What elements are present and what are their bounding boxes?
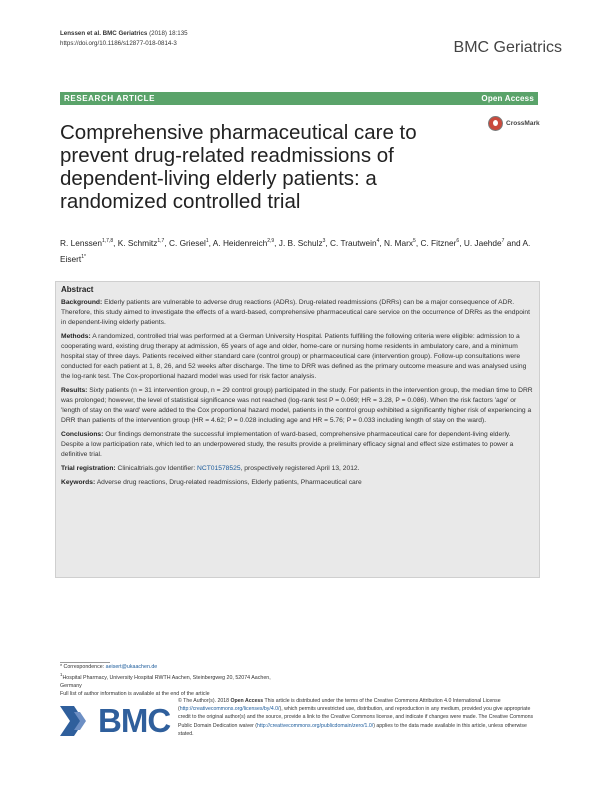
section-label: Methods: <box>61 333 91 340</box>
open-access-label: Open Access <box>481 94 534 103</box>
registration-prefix: Clinicaltrials.gov Identifier: <box>117 465 198 472</box>
author-name[interactable]: N. Marx <box>384 237 414 248</box>
citation-volume: (2018) 18:135 <box>147 30 188 37</box>
section-label: Background: <box>61 299 103 306</box>
abstract-methods <box>61 332 534 382</box>
trial-registration <box>61 464 534 474</box>
journal-name: BMC Geriatrics <box>453 39 562 56</box>
section-label: Keywords: <box>61 479 96 486</box>
crossmark-icon <box>488 116 503 131</box>
registration-suffix: , prospectively registered April 13, 2012. <box>240 465 360 472</box>
citation-line <box>60 29 188 49</box>
abstract-background <box>61 298 534 328</box>
license-text-part: This article is distributed under the terms of the Creative Commons Attribution 4.0 International License ( <box>178 698 501 713</box>
crossmark-label: CrossMark <box>506 120 540 127</box>
affiliation-number: 1 <box>60 672 63 677</box>
author-affiliation: 1 <box>205 238 209 244</box>
abstract-box <box>55 281 540 578</box>
cc-by-link[interactable]: http://creativecommons.org/licenses/by/4.0/ <box>179 706 280 713</box>
author-affiliation: 6 <box>456 238 460 244</box>
author-name[interactable]: U. Jaehde <box>463 237 502 248</box>
author-name[interactable]: C. Fitzner <box>420 237 457 248</box>
abstract-results <box>61 386 534 426</box>
author-affiliation: 2,9 <box>267 238 275 244</box>
author-name[interactable]: K. Schmitz <box>117 237 158 248</box>
correspondence-email[interactable]: aeisert@ukaachen.de <box>105 664 158 670</box>
section-text: A randomized, controlled trial was performed at a German University Hospital. Patients fulfilling the following criteria were eligible: admission to a cooperating ward, existing drug therapy at admission, 65 years of age and older, home-care or nursing home residents in ambulatory care, and a minimum hospital stay of three days. Patients received either standard care (control group) or pharmaceutical care (intervention group). Follow-up consultations were conducted for each patient at 1, 8, 26, and 52 weeks after discharge. The time to DRR was defined as the primary outcome measure and was analysed using the log-rank test. The Cox-proportional hazard model was used for risk factor analysis. <box>61 333 527 380</box>
author-affiliation: 1,7 <box>157 238 165 244</box>
author-name[interactable]: A. Eisert <box>60 237 531 264</box>
bmc-chevron-icon <box>60 704 94 738</box>
author-name[interactable]: C. Trautwein <box>330 237 377 248</box>
author-affiliation: 3 <box>322 238 326 244</box>
open-access-bold: Open Access <box>230 698 264 704</box>
article-title: Comprehensive pharmaceutical care to prevent drug-related readmissions of dependent-living elderly patients: a randomized controlled trial <box>60 121 417 213</box>
bmc-wordmark: BMC <box>98 702 171 739</box>
doi-link[interactable]: https://doi.org/10.1186/s12877-018-0814-3 <box>60 40 177 47</box>
author-affiliation: 4 <box>376 238 380 244</box>
author-affiliation: 1* <box>81 253 86 260</box>
more-info-note: Full list of author information is available at the end of the article <box>60 690 210 697</box>
abstract-heading: Abstract <box>61 285 94 294</box>
crossmark-button[interactable] <box>488 116 542 132</box>
trial-id-link[interactable]: NCT01578525 <box>197 465 241 472</box>
author-name[interactable]: J. B. Schulz <box>278 237 323 248</box>
author-name[interactable]: C. Griesel <box>168 237 206 248</box>
license-text-part: ) applies to the data made available in this article, unless otherwise stated. <box>178 722 527 737</box>
abstract-conclusions <box>61 430 534 460</box>
keywords-text: Adverse drug reactions, Drug-related readmissions, Elderly patients, Pharmaceutical care <box>96 479 362 486</box>
license-text-part: ), which permits unrestricted use, distribution, and reproduction in any medium, provided you give appropriate credit to the original author(s) and the source, provide a link to the Creative Commons license, and indicate if changes were made. The Creative Commons Public Domain Dedication waiver ( <box>178 706 534 729</box>
author-name[interactable]: R. Lenssen <box>60 237 102 248</box>
author-affiliation: 5 <box>413 238 416 244</box>
copyright-text: © The Author(s). 2018 <box>178 698 231 704</box>
article-type-label: RESEARCH ARTICLE <box>64 94 156 103</box>
correspondence-label: * Correspondence: <box>60 664 106 670</box>
author-name[interactable]: A. Heidenreich <box>212 237 268 248</box>
author-affiliation: 7 <box>501 238 505 244</box>
section-label: Conclusions: <box>61 431 104 438</box>
section-label: Results: <box>61 387 88 394</box>
section-label: Trial registration: <box>61 465 116 472</box>
citation-journal: Lenssen et al. BMC Geriatrics <box>60 30 148 37</box>
license-text <box>178 697 540 738</box>
article-type-bar <box>60 92 538 105</box>
author-list: R. Lenssen$^{1,7,8}$, K. Schmitz$^{1,7}$, C. Griesel$^1$, A. Heidenreich$^{2,9}$, J. B. Schulz$^3$, C. Trautwein$^4$, N. Marx$^5$, C. Fitzner$^6$, U. Jaehde$^7$ and A. Eisert$^{1*}$ <box>60 237 531 264</box>
section-text: Our findings demonstrate the successful implementation of ward-based, comprehensive pharmaceutical care for dependent-living elderly. Despite a low participation rate, which led to an underpowered study, the results provide a preliminary efficacy signal and effect size estimates to power a definitive trial. <box>61 431 514 458</box>
author-affiliation: 1,7,8 <box>101 238 114 244</box>
section-text: Sixty patients (n = 31 intervention group, n = 29 control group) participated in the study. For patients in the intervention group, the median time to DRR was prolonged; however, the level of statistical significance was not reached (log-rank test P = 0.069; HR = 3.28, P = 0.086). When the risk factors 'age' or 'length of stay on the ward' were added to the Cox proportional hazard model, patients in the control group exhibited a significantly higher risk of experiencing a DRR than patients of the intervention group (HR = 4.62; P = 0.028 including age and HR = 5.76; P = 0.033 including length of stay on the ward). <box>61 387 533 424</box>
bmc-logo <box>60 704 170 738</box>
affiliation-1: Hospital Pharmacy, University Hospital RWTH Aachen, Steinbergweg 20, 52074 Aachen, Germany <box>60 674 271 689</box>
cc-zero-link[interactable]: http://creativecommons.org/publicdomain/zero/1.0/ <box>257 722 374 729</box>
keywords <box>61 478 534 488</box>
section-text: Elderly patients are vulnerable to adverse drug reactions (ADRs). Drug-related readmissions (DRRs) can be a major consequence of ADR. Therefore, this study aimed to investigate the effects of a ward-based, comprehensive pharmaceutical care service on the occurrence of DRRs as the endpoint in dependent-living elderly patients. <box>61 299 530 326</box>
footnotes <box>60 663 290 698</box>
